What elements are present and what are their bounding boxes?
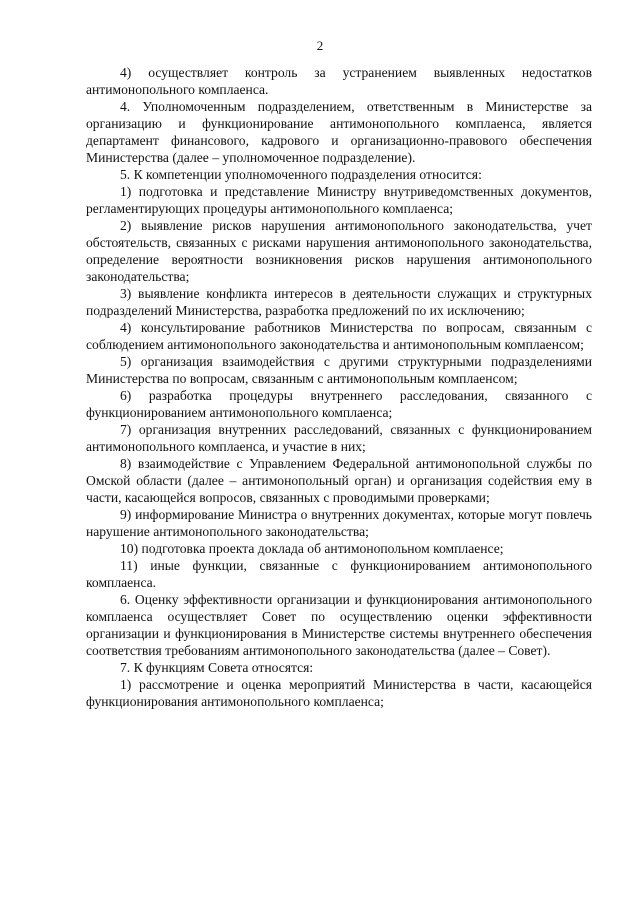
paragraph: 4) консультирование работников Министерства по вопросам, связанным с соблюдением антимонопольного законодательства и антимонопольным комплаенсом;: [86, 320, 592, 352]
paragraph: 6) разработка процедуры внутреннего расследования, связанного с функционированием антимонопольного комплаенса;: [86, 388, 592, 420]
paragraph: 5) организация взаимодействия с другими структурными подразделениями Министерства по вопросам, связанным с антимонопольным комплаенсом;: [86, 354, 592, 386]
paragraph: 8) взаимодействие с Управлением Федеральной антимонопольной службы по Омской области (далее – антимонопольный орган) и организация содействия ему в части, касающейся вопросов, связанных с проводимыми проверками;: [86, 456, 592, 505]
paragraph: 9) информирование Министра о внутренних документах, которые могут повлечь нарушение антимонопольного законодательства;: [86, 507, 592, 539]
paragraph: 4) осуществляет контроль за устранением выявленных недостатков антимонопольного комплаенса.: [86, 65, 592, 97]
paragraph: 2) выявление рисков нарушения антимонопольного законодательства, учет обстоятельств, связанных с рисками нарушения антимонопольного законодательства, определение вероятности возникновения рисков нарушения антимонопольного законодательства;: [86, 218, 592, 284]
document-body: [86, 64, 592, 710]
paragraph: 7. К функциям Совета относятся:: [120, 660, 314, 675]
paragraph: 6. Оценку эффективности организации и функционирования антимонопольного комплаенса осуществляет Совет по осуществлению оценки эффективности организации и функционирования в Министерстве системы внутреннего обеспечения соответствия требованиям антимонопольного законодательства (далее – Совет).: [86, 592, 592, 658]
page-number: 2: [316, 38, 324, 53]
paragraph: 11) иные функции, связанные с функционированием антимонопольного комплаенса.: [86, 558, 592, 590]
paragraph: 7) организация внутренних расследований, связанных с функционированием антимонопольного комплаенса, и участие в них;: [86, 422, 592, 454]
paragraph: 3) выявление конфликта интересов в деятельности служащих и структурных подразделений Министерства, разработка предложений по их исключению;: [86, 286, 592, 318]
paragraph: 4. Уполномоченным подразделением, ответственным в Министерстве за организацию и функционирование антимонопольного комплаенса, является департамент финансового, кадрового и организационно-правового обеспечения Министерства (далее – уполномоченное подразделение).: [86, 99, 592, 165]
paragraph: 1) рассмотрение и оценка мероприятий Министерства в части, касающейся функционирования антимонопольного комплаенса;: [86, 677, 592, 709]
paragraph: 1) подготовка и представление Министру внутриведомственных документов, регламентирующих процедуры антимонопольного комплаенса;: [86, 184, 592, 216]
paragraph: 10) подготовка проекта доклада об антимонопольном комплаенсе;: [120, 541, 504, 556]
paragraph: 5. К компетенции уполномоченного подразделения относится:: [120, 167, 482, 182]
